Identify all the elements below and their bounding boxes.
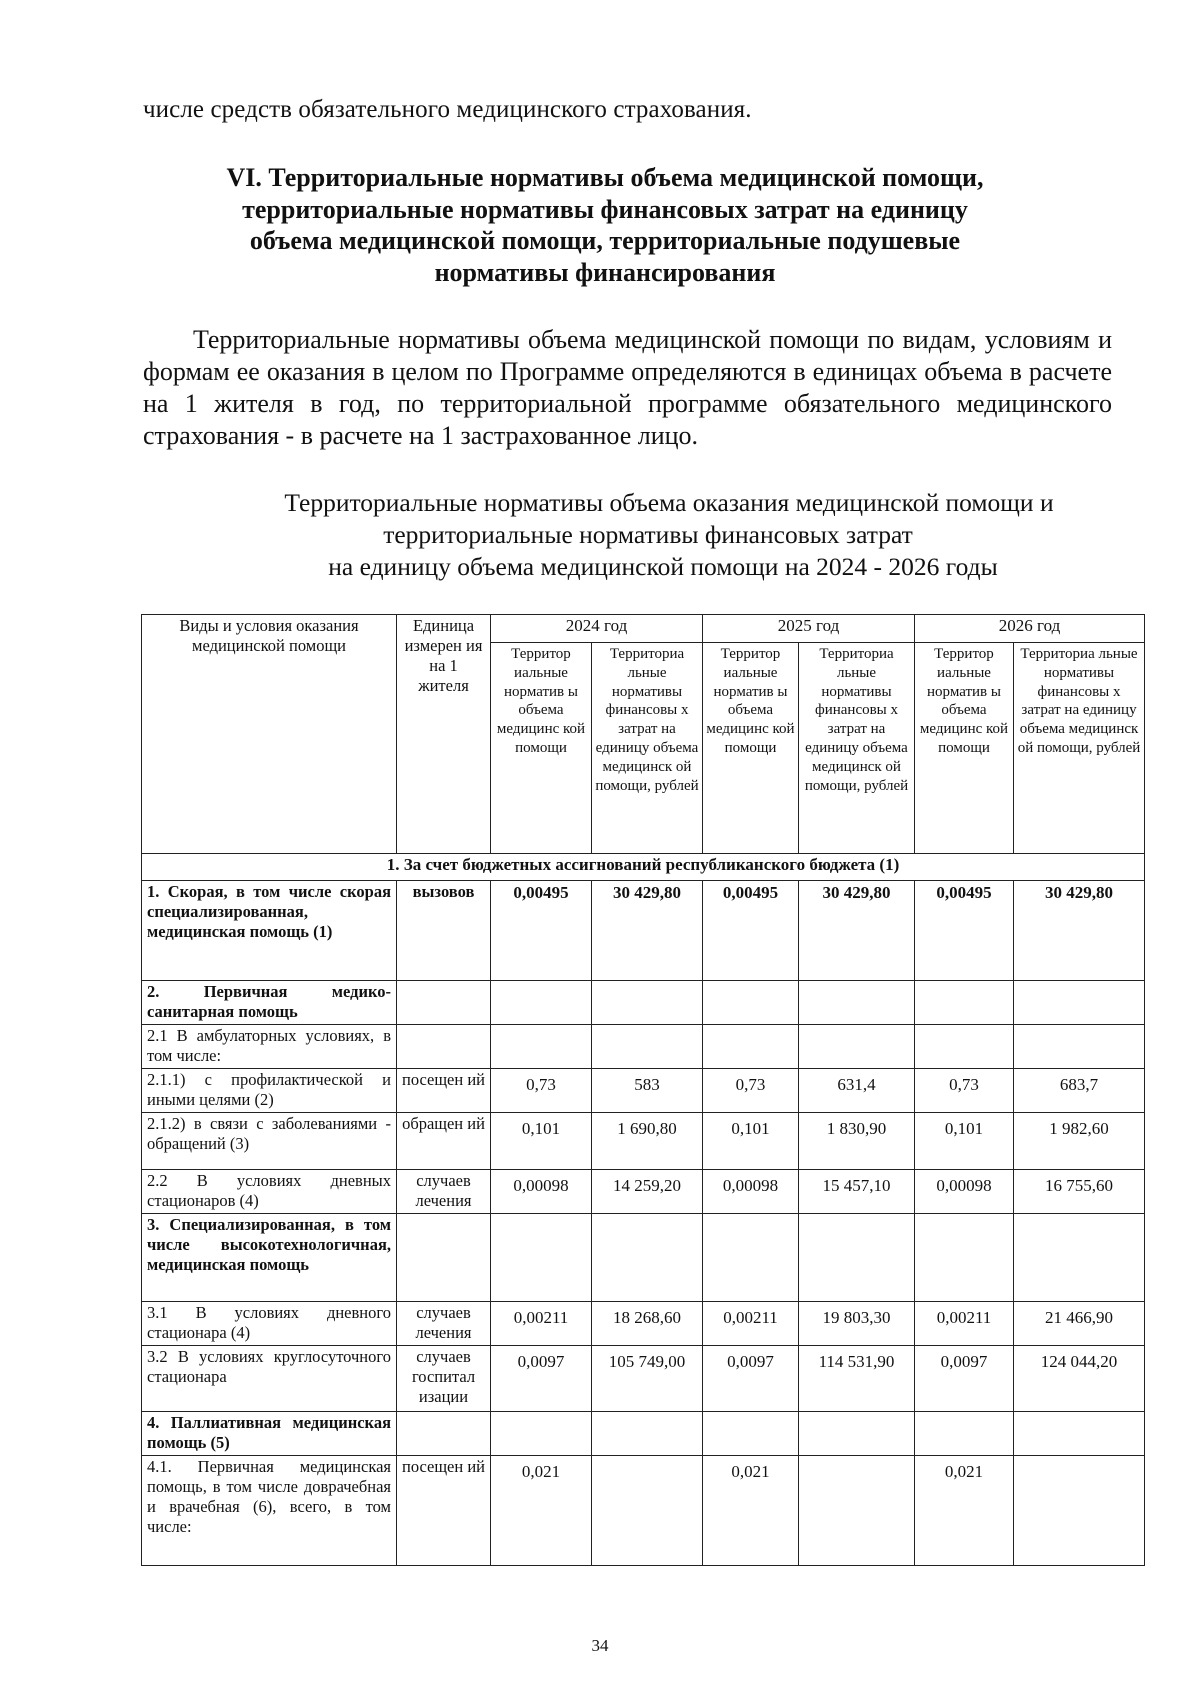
row-volume-2024	[491, 1025, 592, 1069]
norms-table	[141, 614, 1145, 1566]
row-volume-2024: 0,101	[491, 1113, 592, 1170]
table-body	[142, 615, 1145, 1566]
row-volume-2025: 0,00098	[703, 1170, 799, 1214]
row-kind: 4.1. Первичная медицинская помощь, в том числе доврачебная и врачебная (6), всего, в том числе:	[142, 1456, 397, 1566]
row-cost-2024	[592, 1456, 703, 1566]
row-volume-2024: 0,00211	[491, 1302, 592, 1346]
row-volume-2025: 0,101	[703, 1113, 799, 1170]
row-kind: 1. Скорая, в том числе скорая специализированная, медицинская помощь (1)	[142, 881, 397, 981]
row-volume-2025: 0,00211	[703, 1302, 799, 1346]
row-cost-2025	[799, 1456, 915, 1566]
row-cost-2024: 30 429,80	[592, 881, 703, 981]
row-cost-2024: 1 690,80	[592, 1113, 703, 1170]
table-row	[142, 1170, 1145, 1214]
table-row	[142, 1456, 1145, 1566]
row-volume-2025	[703, 1214, 799, 1302]
row-cost-2026: 21 466,90	[1014, 1302, 1145, 1346]
row-unit: вызовов	[397, 881, 491, 981]
row-cost-2025: 19 803,30	[799, 1302, 915, 1346]
row-volume-2026	[915, 1214, 1014, 1302]
table-row	[142, 981, 1145, 1025]
section-title: 1. За счет бюджетных ассигнований республиканского бюджета (1)	[142, 854, 1145, 881]
row-unit: обращен ий	[397, 1113, 491, 1170]
row-cost-2024	[592, 981, 703, 1025]
header-cost: Территориа льные нормативы финансовы х затрат на единицу объема медицинск ой помощи, рублей	[799, 643, 915, 854]
section-heading	[180, 162, 1030, 288]
intro-line: числе средств обязательного медицинского страхования.	[143, 96, 752, 123]
table-row	[142, 1346, 1145, 1412]
row-unit	[397, 1025, 491, 1069]
row-cost-2026	[1014, 981, 1145, 1025]
section-heading-line: объема медицинской помощи, территориальные подушевые	[249, 226, 961, 255]
row-kind: 2.1.2) в связи с заболеваниями - обращений (3)	[142, 1113, 397, 1170]
header-unit: Единица измерен ия на 1 жителя	[397, 615, 491, 854]
row-kind: 2.1 В амбулаторных условиях, в том числе:	[142, 1025, 397, 1069]
section-heading-line: VI. Территориальные нормативы объема медицинской помощи,	[226, 163, 984, 192]
row-unit: посещен ий	[397, 1456, 491, 1566]
row-kind: 2.2 В условиях дневных стационаров (4)	[142, 1170, 397, 1214]
section-heading-line: нормативы финансирования	[434, 257, 776, 287]
table-caption-line: территориальные нормативы финансовых затрат	[383, 520, 913, 549]
row-volume-2024: 0,00098	[491, 1170, 592, 1214]
table-row	[142, 1412, 1145, 1456]
row-cost-2025	[799, 1214, 915, 1302]
row-volume-2024: 0,73	[491, 1069, 592, 1113]
row-cost-2026	[1014, 1025, 1145, 1069]
row-volume-2025: 0,021	[703, 1456, 799, 1566]
row-volume-2024	[491, 981, 592, 1025]
header-kind: Виды и условия оказания медицинской помощи	[142, 615, 397, 854]
row-cost-2025: 30 429,80	[799, 881, 915, 981]
row-volume-2026: 0,00098	[915, 1170, 1014, 1214]
table-row	[142, 1069, 1145, 1113]
row-cost-2025	[799, 1025, 915, 1069]
row-volume-2024	[491, 1214, 592, 1302]
row-cost-2026: 124 044,20	[1014, 1346, 1145, 1412]
row-volume-2026: 0,021	[915, 1456, 1014, 1566]
row-kind: 3.1 В условиях дневного стационара (4)	[142, 1302, 397, 1346]
row-cost-2024	[592, 1214, 703, 1302]
table-row	[142, 881, 1145, 981]
row-cost-2026: 16 755,60	[1014, 1170, 1145, 1214]
row-volume-2026	[915, 981, 1014, 1025]
row-kind: 3. Специализированная, в том числе высокотехнологичная, медицинская помощь	[142, 1214, 397, 1302]
table-row	[142, 1113, 1145, 1170]
row-volume-2026: 0,00211	[915, 1302, 1014, 1346]
table-row	[142, 1214, 1145, 1302]
row-cost-2025	[799, 1412, 915, 1456]
page-number: 34	[591, 1636, 609, 1655]
row-kind: 2. Первичная медико-санитарная помощь	[142, 981, 397, 1025]
row-volume-2026: 0,101	[915, 1113, 1014, 1170]
row-cost-2024	[592, 1412, 703, 1456]
header-volume: Территор иальные норматив ы объема медицинс кой помощи	[703, 643, 799, 854]
row-volume-2026: 0,73	[915, 1069, 1014, 1113]
table-caption	[143, 487, 1143, 583]
row-cost-2026: 1 982,60	[1014, 1113, 1145, 1170]
row-volume-2026	[915, 1025, 1014, 1069]
row-volume-2024: 0,021	[491, 1456, 592, 1566]
row-cost-2025	[799, 981, 915, 1025]
row-kind: 2.1.1) с профилактической и иными целями (2)	[142, 1069, 397, 1113]
row-kind: 3.2 В условиях круглосуточного стационара	[142, 1346, 397, 1412]
row-volume-2025	[703, 1025, 799, 1069]
table-caption-line: Территориальные нормативы объема оказания медицинской помощи и	[284, 488, 1054, 517]
row-cost-2025: 631,4	[799, 1069, 915, 1113]
row-cost-2024: 105 749,00	[592, 1346, 703, 1412]
row-cost-2026	[1014, 1412, 1145, 1456]
row-unit: случаев лечения	[397, 1302, 491, 1346]
row-volume-2025	[703, 1412, 799, 1456]
row-volume-2026: 0,0097	[915, 1346, 1014, 1412]
row-kind: 4. Паллиативная медицинская помощь (5)	[142, 1412, 397, 1456]
header-year-2024: 2024 год	[491, 615, 703, 643]
row-cost-2024: 18 268,60	[592, 1302, 703, 1346]
header-volume: Территор иальные норматив ы объема медицинс кой помощи	[491, 643, 592, 854]
row-volume-2024	[491, 1412, 592, 1456]
header-row	[142, 615, 1145, 643]
row-cost-2024	[592, 1025, 703, 1069]
row-volume-2025: 0,00495	[703, 881, 799, 981]
row-cost-2026: 30 429,80	[1014, 881, 1145, 981]
row-volume-2025	[703, 981, 799, 1025]
row-cost-2025: 15 457,10	[799, 1170, 915, 1214]
row-volume-2024: 0,00495	[491, 881, 592, 981]
row-cost-2024: 583	[592, 1069, 703, 1113]
header-volume: Территор иальные норматив ы объема медицинс кой помощи	[915, 643, 1014, 854]
table-row	[142, 1302, 1145, 1346]
row-unit: посещен ий	[397, 1069, 491, 1113]
header-year-2026: 2026 год	[915, 615, 1145, 643]
row-cost-2026: 683,7	[1014, 1069, 1145, 1113]
row-cost-2025: 1 830,90	[799, 1113, 915, 1170]
row-unit	[397, 981, 491, 1025]
row-cost-2024: 14 259,20	[592, 1170, 703, 1214]
section-heading-line: территориальные нормативы финансовых затрат на единицу	[242, 194, 968, 224]
body-paragraph: Территориальные нормативы объема медицинской помощи по видам, условиям и формам ее оказания в целом по Программе определяются в единицах объема в расчете на 1 жителя в год, по территориальной программе обязательного медицинского страхования - в расчете на 1 застрахованное лицо.	[143, 325, 1112, 450]
header-cost: Территориа льные нормативы финансовы х затрат на единицу объема медицинск ой помощи, рублей	[592, 643, 703, 854]
section-row	[142, 854, 1145, 881]
row-cost-2025: 114 531,90	[799, 1346, 915, 1412]
row-cost-2026	[1014, 1214, 1145, 1302]
table-row	[142, 1025, 1145, 1069]
table-caption-line: на единицу объема медицинской помощи на 2024 - 2026 годы	[328, 552, 998, 581]
row-volume-2024: 0,0097	[491, 1346, 592, 1412]
row-volume-2026: 0,00495	[915, 881, 1014, 981]
row-unit: случаев госпитал изации	[397, 1346, 491, 1412]
row-volume-2025: 0,73	[703, 1069, 799, 1113]
row-volume-2025: 0,0097	[703, 1346, 799, 1412]
row-volume-2026	[915, 1412, 1014, 1456]
header-year-2025: 2025 год	[703, 615, 915, 643]
row-cost-2026	[1014, 1456, 1145, 1566]
header-cost: Территориа льные нормативы финансовы х затрат на единицу объема медицинск ой помощи, рублей	[1014, 643, 1145, 854]
row-unit	[397, 1412, 491, 1456]
row-unit	[397, 1214, 491, 1302]
row-unit: случаев лечения	[397, 1170, 491, 1214]
